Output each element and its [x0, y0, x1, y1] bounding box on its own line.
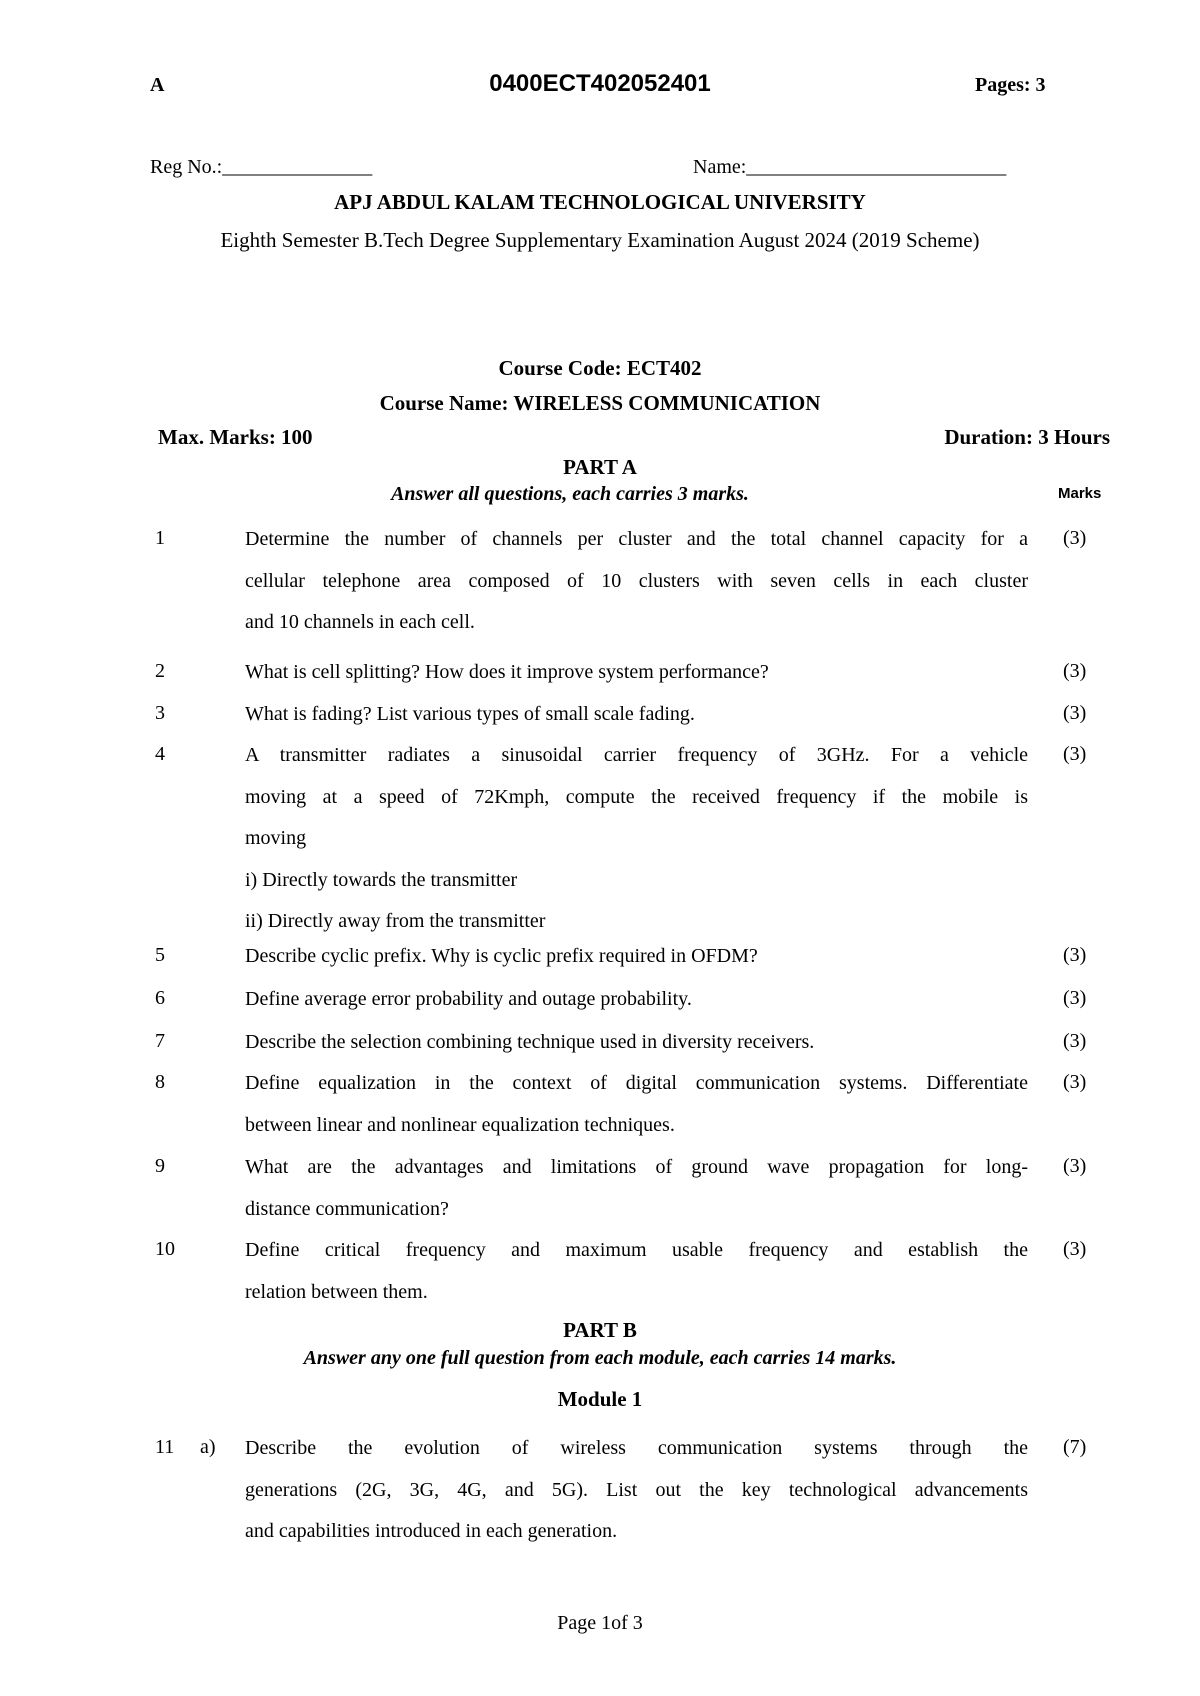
part-a-title: PART A	[563, 455, 637, 479]
question-marks: (3)	[1063, 1155, 1087, 1177]
module-heading: Module 1	[557, 1387, 643, 1411]
question-number: 2	[155, 660, 165, 682]
question-line: Define average error probability and outage probability.	[245, 988, 692, 1010]
university-name: APJ ABDUL KALAM TECHNOLOGICAL UNIVERSITY	[334, 190, 866, 214]
question-text	[245, 979, 1028, 1021]
question-marks: (3)	[1063, 1238, 1087, 1260]
question-number: 1	[155, 527, 165, 549]
part-b-instruction: Answer any one full question from each module, each carries 14 marks.	[303, 1347, 897, 1369]
marks-header: Marks	[1058, 485, 1102, 502]
question-marks: (7)	[1063, 1436, 1087, 1458]
question-number: 11	[155, 1436, 175, 1458]
course-code: Course Code: ECT402	[498, 356, 702, 380]
question-number: 7	[155, 1030, 165, 1052]
question-text	[245, 1230, 1028, 1313]
question-line: distance communication?	[245, 1197, 449, 1220]
question-number: 4	[155, 743, 165, 765]
question-marks: (3)	[1063, 987, 1087, 1009]
question-line: between linear and nonlinear equalization techniques.	[245, 1113, 675, 1136]
question-line: generations (2G, 3G, 4G, and 5G). List out the key technological advancements	[245, 1478, 1028, 1501]
question-line: A transmitter radiates a sinusoidal carrier frequency of 3GHz. For a vehicle	[245, 744, 1028, 766]
question-number: 3	[155, 702, 165, 724]
question-text	[245, 1063, 1028, 1146]
question-line: i) Directly towards the transmitter	[245, 868, 518, 891]
question-text	[245, 1147, 1028, 1230]
question-text	[245, 936, 1028, 978]
question-text	[245, 1022, 1028, 1064]
question-line: and 10 channels in each cell.	[245, 611, 475, 633]
question-text	[245, 735, 1028, 943]
page-footer: Page 1of 3	[557, 1612, 643, 1634]
question-line: Define critical frequency and maximum usable frequency and establish the	[245, 1239, 1028, 1261]
question-number: 5	[155, 944, 165, 966]
question-line: What are the advantages and limitations of ground wave propagation for long-	[245, 1156, 1028, 1178]
question-line: What is fading? List various types of small scale fading.	[245, 703, 695, 725]
question-line: and capabilities introduced in each generation.	[245, 1520, 618, 1542]
question-line: ii) Directly away from the transmitter	[245, 910, 546, 932]
question-line: Describe the selection combining technique used in diversity receivers.	[245, 1031, 815, 1053]
name-field: Name:__________________________	[693, 156, 1007, 178]
question-line: cellular telephone area composed of 10 clusters with seven cells in each cluster	[245, 569, 1028, 592]
question-line: Describe cyclic prefix. Why is cyclic prefix required in OFDM?	[245, 945, 758, 967]
exam-title: Eighth Semester B.Tech Degree Supplementary Examination August 2024 (2019 Scheme)	[220, 228, 980, 252]
reg-no-field: Reg No.:_______________	[150, 156, 373, 178]
question-marks: (3)	[1063, 1030, 1087, 1052]
question-line: moving at a speed of 72Kmph, compute the received frequency if the mobile is	[245, 785, 1028, 808]
question-number: 9	[155, 1155, 165, 1177]
question-text	[245, 519, 1028, 644]
question-line: moving	[245, 827, 307, 849]
question-marks: (3)	[1063, 743, 1087, 765]
question-line: Describe the evolution of wireless communication systems through the	[245, 1437, 1028, 1459]
question-text	[245, 694, 1028, 736]
question-subpart: a)	[200, 1436, 216, 1458]
question-marks: (3)	[1063, 660, 1087, 682]
question-text	[245, 652, 1028, 694]
question-number: 6	[155, 987, 165, 1009]
paper-series: A	[150, 74, 165, 96]
part-a-instruction: Answer all questions, each carries 3 marks.	[391, 483, 749, 505]
part-b-title: PART B	[563, 1318, 637, 1342]
question-line: What is cell splitting? How does it improve system performance?	[245, 661, 769, 683]
question-line: relation between them.	[245, 1280, 428, 1303]
duration: Duration: 3 Hours	[944, 425, 1110, 449]
paper-code: 0400ECT402052401	[489, 70, 711, 97]
question-text	[245, 1428, 1028, 1553]
course-name: Course Name: WIRELESS COMMUNICATION	[379, 391, 821, 415]
question-number: 10	[155, 1238, 175, 1260]
question-line: Define equalization in the context of digital communication systems. Differentiate	[245, 1072, 1028, 1094]
question-line: Determine the number of channels per cluster and the total channel capacity for a	[245, 528, 1028, 550]
question-marks: (3)	[1063, 527, 1087, 549]
question-number: 8	[155, 1071, 165, 1093]
page-count: Pages: 3	[975, 74, 1046, 96]
question-marks: (3)	[1063, 1071, 1087, 1093]
question-marks: (3)	[1063, 944, 1087, 966]
question-marks: (3)	[1063, 702, 1087, 724]
max-marks: Max. Marks: 100	[158, 425, 313, 449]
